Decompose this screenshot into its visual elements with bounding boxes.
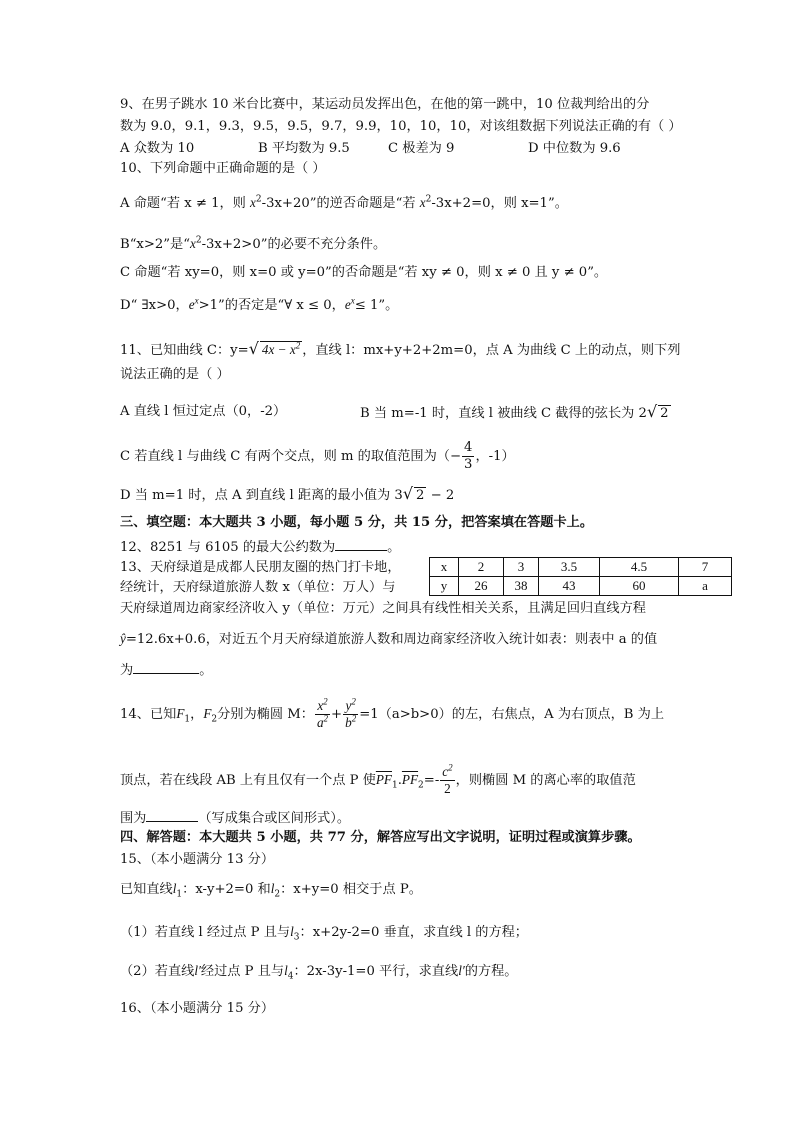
q13-data-table [429,557,732,596]
fraction-x2-a2: $\frac{x^2}{a^2}$ [316,696,329,730]
q14-line2: 顶点，若在线段 AB 上有且仅有一个点 P 使$\overline{PF}_1.\overline{PF}_2=-$ $\frac{c^2}{2}$ ，则椭圆 M 的离心率的取值范 [120,762,636,796]
fraction-y2-b2: $\frac{y^2}{b^2}$ [345,696,357,730]
q15-part1: （1）若直线 l 经过点 P 且与$l_3$：x+2y-2=0 垂直，求直线 l 的方程； [120,924,528,943]
q11-option-d: D 当 m=1 时，点 A 到直线 l 距离的最小值为 3√ 2 − 2 [120,484,455,503]
table-row-x: x 2 3 3.5 4.5 7 [430,558,732,577]
q14-line3: 围为 （写成集合或区间形式）。 [120,808,350,828]
fraction-c2-2: $\frac{c^2}{2}$ [442,762,453,796]
q13-line2: 经统计，天府绿道旅游人数 x（单位：万人）与 [120,580,396,595]
q13-line1: 13、天府绿道是成都人民朋友圈的热门打卡地， [120,560,401,575]
table-row-y: y 26 38 43 60 a [430,577,732,596]
q11-option-a: A 直线 l 恒过定点（0，-2） [120,404,287,419]
q15-stem: 已知直线$l_1$：x-y+2=0 和$l_2$：x+y=0 相交于点 P。 [120,881,422,900]
q15-part2: （2）若直线l′经过点 P 且与$l_4$：2x-3y-1=0 平行，求直线l′的方程。 [120,963,518,982]
q15-heading: 15、（本小题满分 13 分） [120,852,275,867]
q9-option-b: B 平均数为 9.5 [258,141,350,156]
q10-option-d: D“ ∃x>0，$e^x>1$”的否定是“∀ x ≤ 0，$e^x\le 1$”。 [120,295,399,313]
q13-line5: 为 。 [120,660,212,680]
q12: 12、8251 与 6105 的最大公约数为 。 [120,537,400,557]
q14-line1: 14、已知$F_1$，$F_2$分别为椭圆 M： $\frac{x^2}{a^2}$ + $\frac{y^2}{b^2}$ =1（a>b>0）的左，右焦点，A 为右顶点，B 为上 [120,696,665,730]
q11-option-b: B 当 m=-1 时，直线 l 被曲线 C 截得的弦长为 2√ 2 [360,402,669,421]
section-3-heading: 三、填空题：本大题共 3 小题，每小题 5 分，共 15 分，把答案填在答题卡上。 [120,515,594,530]
q11-line2: 说法正确的是（ ） [120,367,230,382]
q10-option-a: A 命题“若 x ≠ 1，则 $x^2-3x+20$”的逆否命题是“若 $x^2-3x+2=0$，则 x=1”。 [120,194,568,211]
q9-line1: 9、在男子跳水 10 米台比赛中，某运动员发挥出色，在他的第一跳中，10 位裁判给出的分 [120,97,650,112]
q9-line2: 数为 9.0，9.1，9.3，9.5，9.5，9.7，9.9，10，10，10，对该组数据下列说法正确的有（ ） [120,119,682,134]
fraction-4-3: $\frac{4}{3}$ [464,440,473,472]
q13-line4: ŷ=12.6x+0.6，对近五个月天府绿道旅游人数和周边商家经济收入统计如表：则表中 a 的值 [120,631,658,647]
q9-option-a: A 众数为 10 [120,141,195,156]
q13-line3: 天府绿道周边商家经济收入 y（单位：万元）之间具有线性相关关系，且满足回归直线方程 [120,601,646,616]
section-4-heading: 四、解答题：本大题共 5 小题，共 77 分，解答应写出文字说明，证明过程或演算步骤。 [120,830,641,845]
q9-option-c: C 极差为 9 [388,141,455,156]
q10-option-c: C 命题“若 xy=0，则 x=0 或 y=0”的否命题是“若 xy ≠ 0，则 x ≠ 0 且 y ≠ 0”。 [120,265,608,280]
q9-option-d: D 中位数为 9.6 [528,141,621,156]
q16-heading: 16、（本小题满分 15 分） [120,1001,275,1016]
q10-option-b: B“x>2”是“$x^2-3x+2>0$”的必要不充分条件。 [120,235,387,252]
q11-option-c: C 若直线 l 与曲线 C 有两个交点，则 m 的取值范围为（− $\frac{4}{3}$ ，-1） [120,440,515,472]
q10-stem: 10、下列命题中正确命题的是（ ） [120,161,326,176]
q11-line1: 11、已知曲线 C：y=√ $4x - x^2$ ，直线 l：mx+y+2+2m=0，点 A 为曲线 C 上的动点，则下列 [120,339,681,358]
